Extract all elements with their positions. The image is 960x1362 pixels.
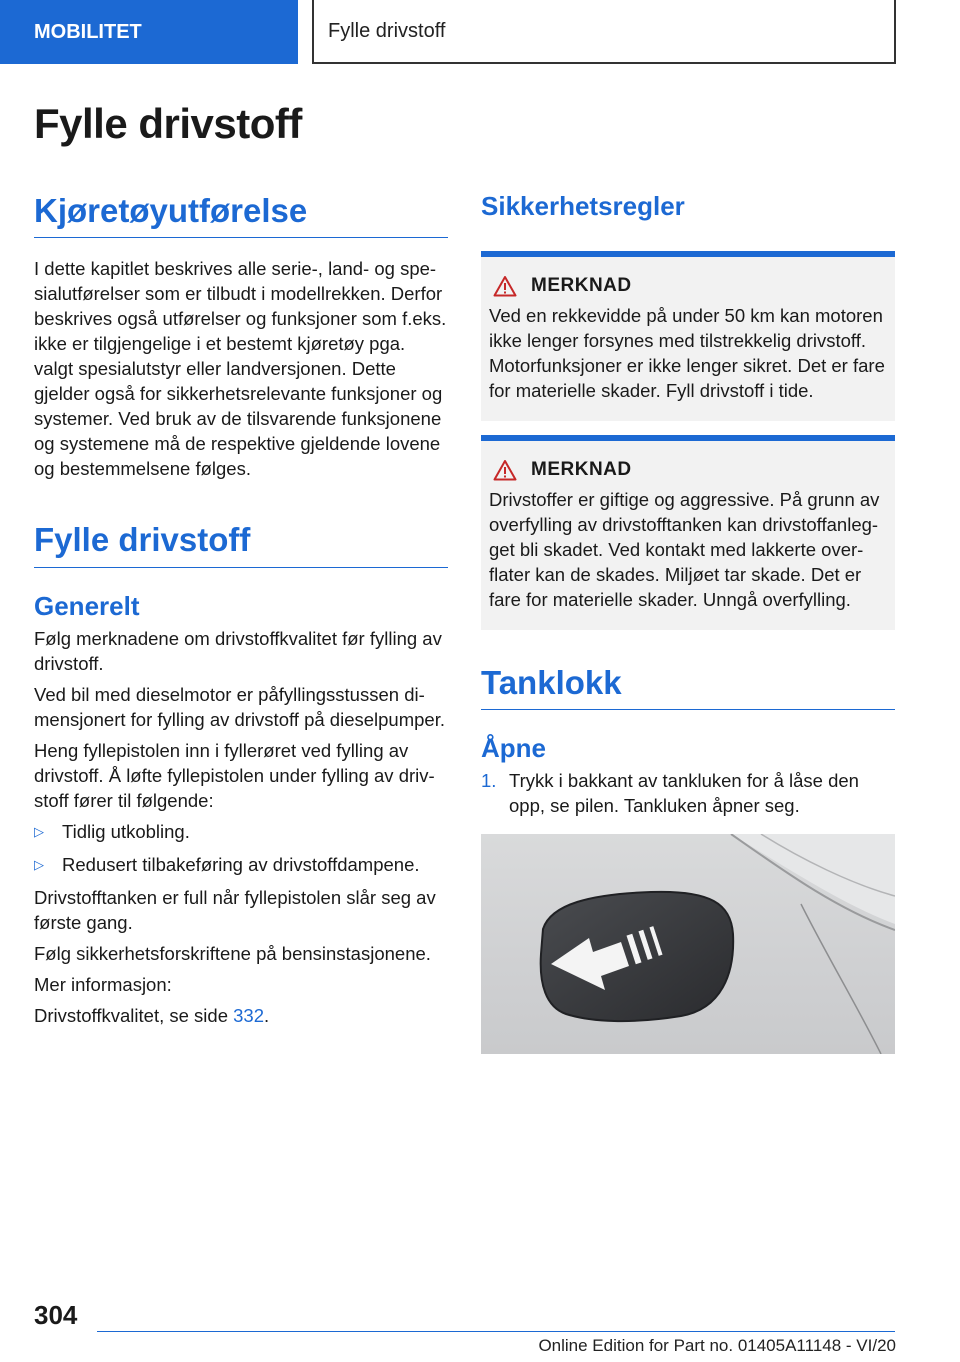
notice-text: Ved en rekkevidde på under 50 km kan motoren ikke lenger forsynes med tilstrekkelig drivstoff. Motorfunksjoner er ikke lenger sikret. Det er fare for materielle skader. Fyll drivstoff i tide. bbox=[489, 304, 885, 401]
notice-title: MERKNAD bbox=[531, 274, 632, 296]
list-item bbox=[481, 768, 895, 818]
right-column bbox=[481, 190, 895, 1054]
list-item bbox=[34, 852, 448, 877]
page-number: 304 bbox=[34, 1300, 78, 1330]
fuel-flap-photo bbox=[481, 834, 895, 1054]
reference-text: Drivstoffkvalitet, se side bbox=[34, 1005, 234, 1026]
chapter-header bbox=[312, 0, 896, 64]
fuel-flap-illustration bbox=[481, 834, 895, 1054]
chapter-label: Fylle drivstoff bbox=[328, 19, 446, 42]
footer-divider bbox=[97, 1331, 895, 1332]
step-number: 1. bbox=[481, 770, 497, 792]
step-text: Trykk i bakkant av tankluken for å låse den opp, se pilen. Tankluken åpner seg. bbox=[509, 770, 859, 817]
kjoretoy-text: I dette kapitlet beskrives alle serie-, land- og spesialutførelser som er tilbudt i modellrekken. Derfor beskrives også utførelser og funksjoner som f.eks. ikke er tilgjengelige i et bestemt kjøretøy pga. valgt spesialutstyr eller landversjonen. Dette gjelder også for sikkerhetsrelevante funksjoner og systemer. Ved bruk av de tilsvarende funksjonene og systemene må de respektive gjeldende lovene og bestemmelsene følges. bbox=[34, 258, 447, 480]
heading-generelt: Generelt bbox=[34, 590, 140, 621]
notice-title: MERKNAD bbox=[531, 458, 632, 480]
reference-line bbox=[34, 1003, 448, 1028]
heading-sikkerhetsregler: Sikkerhetsregler bbox=[481, 191, 685, 221]
paragraph-4: Drivstofftanken er full når fyllepistolen slår seg av første gang. bbox=[34, 887, 436, 933]
notice-text: Drivstoffer er giftige og aggressive. På grunn av overfylling av drivstofftanken kan drivstoffanlegget bli skadet. Ved kontakt med lakkerte overflater kan de skades. Miljøet tar skade. Det er fare for materielle skader. Unngå overfylling. bbox=[489, 488, 880, 610]
bullet-triangle-icon: ▷ bbox=[34, 857, 44, 872]
notice-header bbox=[489, 275, 887, 297]
heading-tanklokk: Tanklokk bbox=[481, 662, 895, 710]
page-title: Fylle drivstoff bbox=[34, 100, 302, 147]
notice-box bbox=[481, 251, 895, 421]
list-item bbox=[34, 819, 448, 844]
notice-box bbox=[481, 435, 895, 630]
paragraph-6: Mer informasjon: bbox=[34, 974, 172, 995]
bullet-text: Redusert tilbakeføring av drivstoffdampene. bbox=[62, 854, 420, 875]
footer-edition: Online Edition for Part no. 01405A11148 - VI/20 bbox=[538, 1336, 896, 1355]
heading-apne: Åpne bbox=[481, 732, 546, 763]
page-link[interactable]: 332 bbox=[233, 1005, 264, 1026]
paragraph-2: Ved bil med dieselmotor er påfyllingsstussen dimensjonert for fylling av drivstoff på dieselpumper. bbox=[34, 684, 445, 730]
warning-triangle-icon bbox=[493, 459, 517, 481]
section-label: MOBILITET bbox=[34, 20, 142, 43]
heading-fylle-drivstoff: Fylle drivstoff bbox=[34, 519, 448, 567]
bullet-triangle-icon: ▷ bbox=[34, 824, 44, 839]
left-column bbox=[34, 190, 448, 1034]
bullet-text: Tidlig utkobling. bbox=[62, 821, 190, 842]
paragraph-1: Følg merknadene om drivstoffkvalitet før fylling av drivstoff. bbox=[34, 628, 442, 674]
reference-end: . bbox=[264, 1005, 270, 1026]
paragraph-5: Følg sikkerhetsforskriftene på bensinstasjonene. bbox=[34, 943, 431, 964]
paragraph-3: Heng fyllepistolen inn i fyllerøret ved fylling av drivstoff. Å løfte fyllepistolen under fylling av drivstoff fører til følgende: bbox=[34, 740, 435, 811]
notice-header bbox=[489, 459, 887, 481]
warning-triangle-icon bbox=[493, 275, 517, 297]
heading-kjoretoyutforelse: Kjøretøyutførelse bbox=[34, 190, 448, 238]
section-tab[interactable] bbox=[0, 0, 298, 64]
